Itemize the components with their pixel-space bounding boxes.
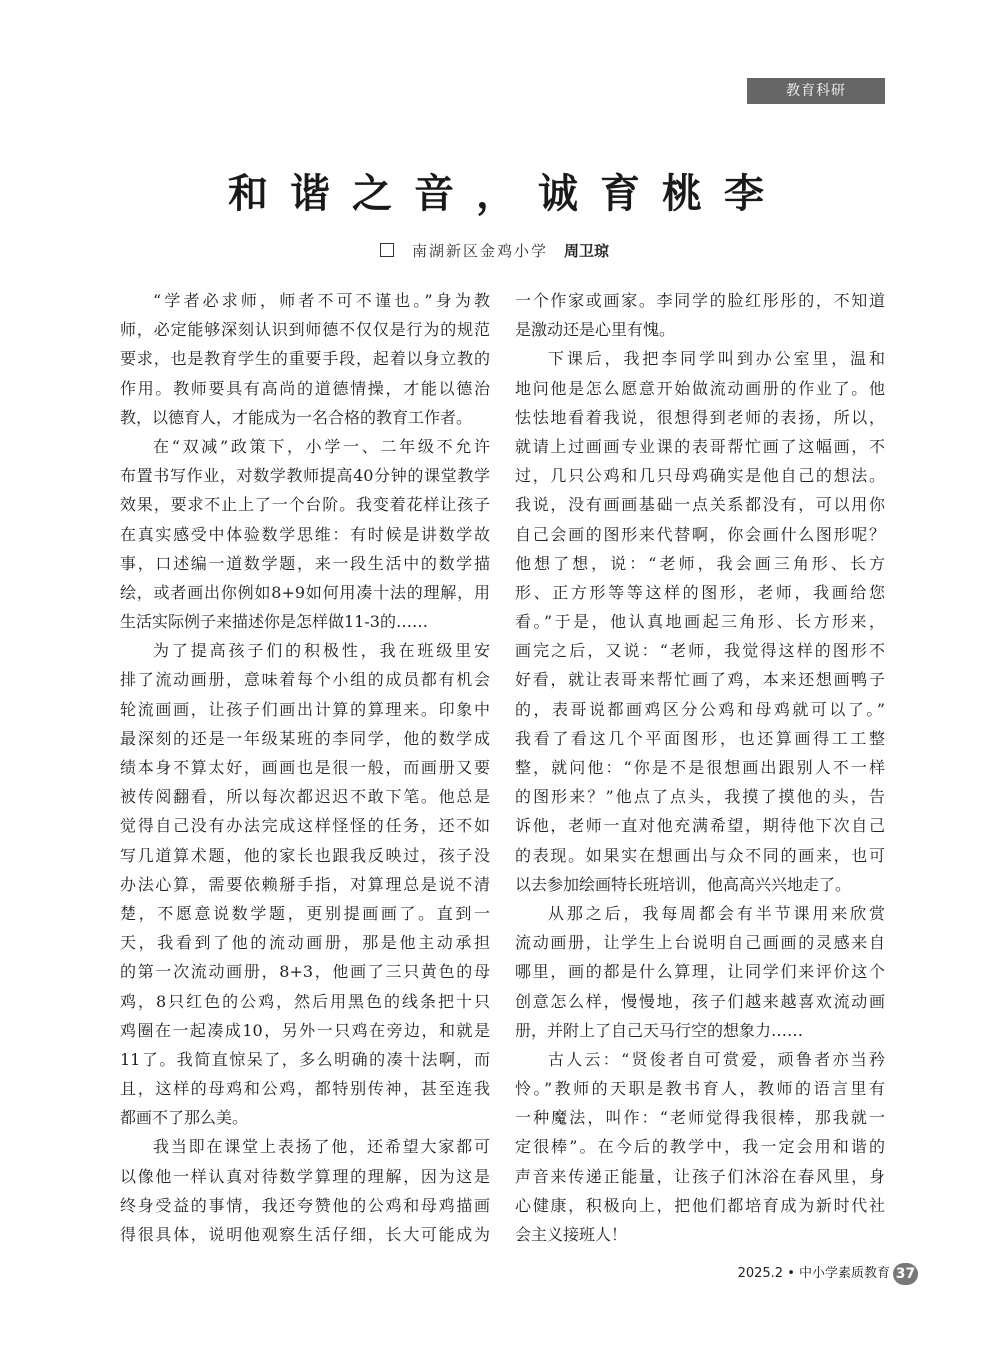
paragraph (515, 344, 885, 899)
text-line: 一种魔法，叫作：“老师觉得我很棒，那我就一 (515, 1108, 885, 1128)
paragraph (515, 286, 885, 344)
paragraph (120, 1132, 490, 1249)
text-line: 鸡圈在一起凑成10，另外一只鸡在旁边，和就是 (120, 1020, 490, 1040)
text-line: 定很棒”。在今后的教学中，我一定会用和谐的 (515, 1137, 885, 1157)
text-line: 是激动还是心里有愧。 (515, 320, 676, 340)
text-line: 古人云：“贤俊者自可赏爱，顽鲁者亦当矜 (548, 1049, 885, 1069)
text-line: 觉得自己没有办法完成这样怪怪的任务，还不如 (120, 816, 490, 836)
text-line: 被传阅翻看，所以每次都迟迟不敢下笔。他总是 (120, 787, 490, 807)
text-line: 流动画册，让学生上台说明自己画画的灵感来自 (515, 933, 885, 953)
square-bullet-icon (380, 243, 394, 257)
text-line: 在“双减”政策下，小学一、二年级不允许 (153, 436, 490, 456)
text-line: 的，表哥说都画鸡区分公鸡和母鸡就可以了。” (515, 699, 885, 719)
text-line: 事，口述编一道数学题，来一段生活中的数学描 (120, 553, 490, 573)
left-column (120, 286, 490, 1249)
text-line: 效果，要求不止上了一个台阶。我变着花样让孩子 (120, 495, 490, 515)
text-line: 排了流动画册，意味着每个小组的成员都有机会 (120, 670, 490, 690)
text-line: 怯怯地看着我说，很想得到老师的表扬，所以， (515, 407, 885, 427)
text-line: 哪里，画的都是什么算理，让同学们来评价这个 (515, 962, 885, 982)
text-line: 在真实感受中体验数学思维：有时候是讲数学故 (120, 524, 490, 544)
paragraph (120, 286, 490, 432)
text-line: 会主义接班人！ (515, 1225, 628, 1244)
text-line: 从那之后，我每周都会有半节课用来欣赏 (548, 903, 885, 923)
text-line: 声音来传递正能量，让孩子们沐浴在春风里，身 (515, 1166, 885, 1186)
text-line: 生活实际例子来描述你是怎样做11-3的…… (120, 612, 428, 632)
text-line: 诉他，老师一直对他充满希望，期待他下次自己 (515, 816, 885, 836)
paragraph (120, 636, 490, 1132)
text-line: 怜。”教师的天职是教书育人，教师的语言里有 (515, 1079, 885, 1099)
text-line: 写几道算术题，他的家长也跟我反映过，孩子没 (120, 845, 490, 865)
text-line: 作用。教师要具有高尚的道德情操，才能以德治 (120, 378, 490, 398)
text-line: 一个作家或画家。李同学的脸红彤彤的，不知道 (515, 291, 885, 310)
text-line: 布置书写作业，对数学教师提高40分钟的课堂教学 (120, 466, 490, 486)
text-line: 过，几只公鸡和几只母鸡确实是他自己的想法。 (515, 466, 885, 486)
page-number: 37 (893, 1263, 918, 1285)
text-line: 要求，也是教育学生的重要手段，起着以身立教的 (120, 349, 490, 369)
text-line: 轮流画画，让孩子们画出计算的算理来。印象中 (120, 699, 490, 719)
text-line: 我说，没有画画基础一点关系都没有，可以用你 (515, 495, 885, 515)
text-line: 的图形来？”他点了点头，我摸了摸他的头，告 (515, 787, 885, 807)
text-line: 且，这样的母鸡和公鸡，都特别传神，甚至连我 (120, 1079, 490, 1099)
text-line: 教，以德育人，才能成为一名合格的教育工作者。 (120, 407, 473, 427)
text-line: 整，就问他：“你是不是很想画出跟别人不一样 (515, 758, 885, 777)
text-line: 自己会画的图形来代替啊，你会画什么图形呢？ (515, 524, 885, 544)
text-line: 的第一次流动画册，8+3，他画了三只黄色的母 (120, 962, 490, 982)
text-line: 办法心算，需要依赖掰手指，对算理总是说不清 (120, 874, 490, 894)
text-line: 绘，或者画出你例如8+9如何用凑十法的理解，用 (120, 582, 490, 602)
text-line: 得很具体，说明他观察生活仔细，长大可能成为 (120, 1225, 490, 1244)
article-title: 和谐之音，诚育桃李 (228, 170, 786, 217)
text-line: 下课后，我把李同学叫到办公室里，温和 (548, 349, 885, 369)
text-line: 心健康，积极向上，把他们都培育成为新时代社 (515, 1195, 885, 1215)
text-line: 绩本身不算太好，画画也是很一般，而画册又要 (120, 758, 490, 777)
text-line: 楚，不愿意说数学题，更别提画画了。直到一 (120, 903, 490, 923)
text-line: 他想了想，说：“老师，我会画三角形、长方 (515, 553, 885, 573)
text-line: 形、正方形等等这样的图形，老师，我画给您 (515, 582, 885, 602)
text-line: 为了提高孩子们的积极性，我在班级里安 (153, 641, 490, 661)
footer-issue: 2025.2 • 中小学素质教育 (737, 1266, 890, 1281)
paragraph (120, 432, 490, 636)
author-name: 周卫琼 (564, 241, 610, 260)
text-line: 以去参加绘画特长班培训，他高高兴兴地走了。 (515, 874, 852, 894)
text-line: 的表现。如果实在想画出与众不同的画来，也可 (515, 845, 885, 865)
text-line: 看。”于是，他认真地画起三角形、长方形来， (515, 612, 885, 632)
text-line: 册，并附上了自己天马行空的想象力…… (515, 1020, 804, 1040)
right-column (515, 286, 885, 1249)
text-line: 画完之后，又说：“老师，我觉得这样的图形不 (515, 641, 885, 661)
text-line: 地问他是怎么愿意开始做流动画册的作业了。他 (515, 378, 885, 398)
text-line: 我看了看这几个平面图形，也还算画得工工整 (515, 728, 885, 748)
text-line: 师，必定能够深刻认识到师德不仅仅是行为的规范 (120, 320, 490, 340)
text-line: 创意怎么样，慢慢地，孩子们越来越喜欢流动画 (515, 991, 885, 1011)
text-line: 都画不了那么美。 (120, 1108, 249, 1128)
paragraph (515, 899, 885, 1045)
text-line: 天，我看到了他的流动画册，那是他主动承担 (120, 933, 490, 953)
text-line: 鸡，8只红色的公鸡，然后用黑色的线条把十只 (120, 991, 490, 1011)
text-line: 好看，就让表哥来帮忙画了鸡，本来还想画鸭子 (515, 670, 885, 690)
text-line: 最深刻的还是一年级某班的李同学，他的数学成 (120, 728, 490, 748)
section-tag: 教育科研 (747, 78, 885, 104)
text-line: 终身受益的事情，我还夸赞他的公鸡和母鸡描画 (120, 1195, 490, 1215)
text-line: 就请上过画画专业课的表哥帮忙画了这幅画，不 (515, 436, 885, 456)
paragraph (515, 1045, 885, 1249)
author-school: 南湖新区金鸡小学 (412, 241, 549, 260)
byline (380, 238, 609, 262)
text-line: “学者必求师，师者不可不谨也。”身为教 (153, 291, 490, 310)
text-line: 以像他一样认真对待数学算理的理解，因为这是 (120, 1166, 490, 1186)
text-line: 11了。我简直惊呆了，多么明确的凑十法啊，而 (120, 1049, 490, 1069)
text-line: 我当即在课堂上表扬了他，还希望大家都可 (153, 1137, 490, 1157)
